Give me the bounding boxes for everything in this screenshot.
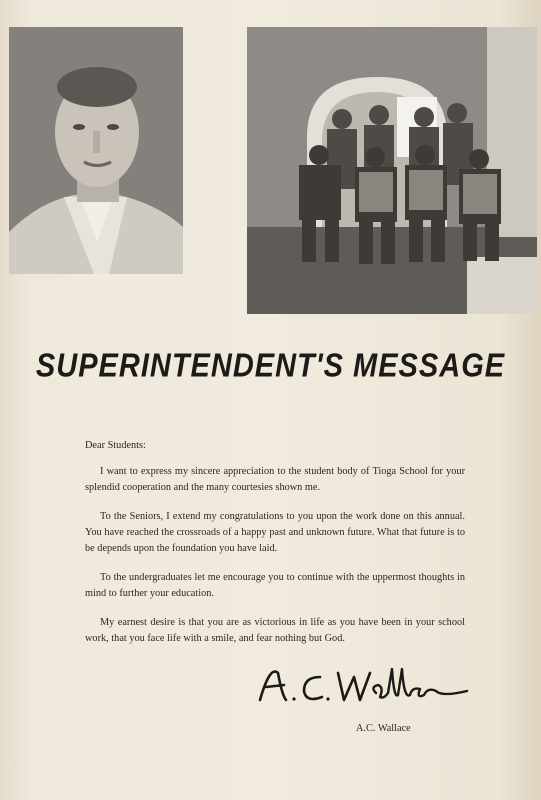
letter-body [85, 438, 465, 660]
letter-paragraph: My earnest desire is that you are as victorious in life as you have been in your school work, that you face life with a smile, and fear nothing but God. [85, 617, 465, 644]
signer-name: A.C. Wallace [356, 723, 411, 734]
letter-paragraph: I want to express my sincere appreciation to the student body of Tioga School for your splendid cooperation and the many courtesies shown me. [85, 466, 465, 493]
salutation: Dear Students: [85, 440, 146, 451]
portrait-photo [9, 27, 183, 274]
page-title: SUPERINTENDENT'S MESSAGE [35, 347, 506, 385]
group-photo [247, 27, 537, 314]
letter-paragraph: To the undergraduates let me encourage you to continue with the uppermost thoughts in mind to further your education. [85, 572, 465, 599]
handwritten-signature [252, 655, 472, 715]
letter-paragraph: To the Seniors, I extend my congratulations to you upon the work done on this annual. You have reached the crossroads of a happy past and unknown future. What that future is to be depends upon the foundation you have laid. [85, 511, 465, 554]
